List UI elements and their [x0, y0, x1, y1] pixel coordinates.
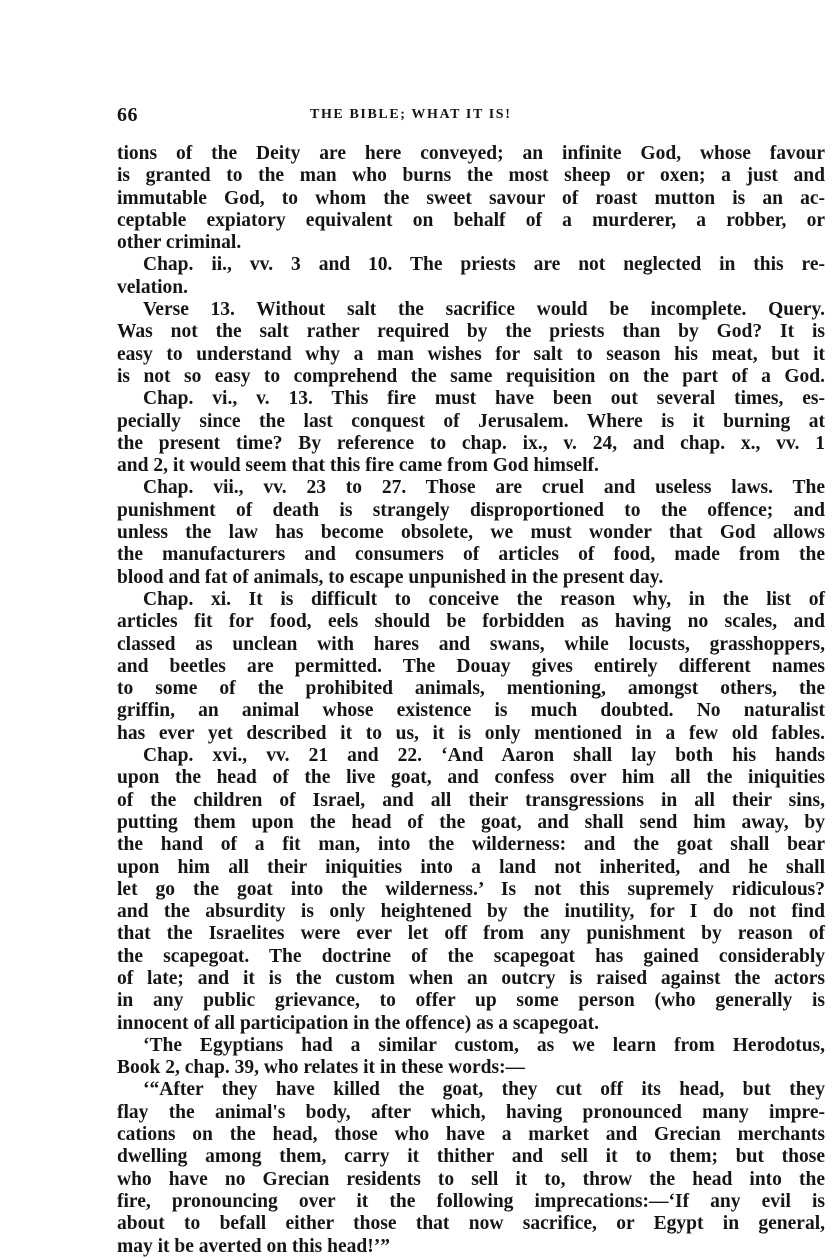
- text-line: ‘The Egyptians had a similar custom, as we learn from Herodotus,: [143, 1034, 825, 1056]
- text-line: the manufacturers and consumers of articles of food, made from the: [117, 544, 825, 566]
- text-line: dwelling among them, carry it thither and sell it to them; but those: [117, 1146, 825, 1168]
- text-line: and beetles are permitted. The Douay gives entirely different names: [117, 655, 825, 677]
- body-text: [117, 143, 825, 1258]
- text-line: Chap. vii., vv. 23 to 27. Those are cruel and useless laws. The: [143, 477, 825, 499]
- text-line: putting them upon the head of the goat, and shall send him away, by: [117, 811, 825, 833]
- text-line: classed as unclean with hares and swans, while locusts, grasshoppers,: [117, 633, 825, 655]
- text-line: fire, pronouncing over it the following imprecations:—‘If any evil is: [117, 1190, 825, 1212]
- page-number: 66: [117, 104, 138, 126]
- text-line: the present time? By reference to chap. ix., v. 24, and chap. x., vv. 1: [117, 432, 825, 454]
- text-line: may it be averted on this head!’”: [117, 1235, 390, 1257]
- text-line: Verse 13. Without salt the sacrifice would be incomplete. Query.: [143, 299, 825, 321]
- text-line: articles fit for food, eels should be forbidden as having no scales, and: [117, 611, 825, 633]
- text-line: cations on the head, those who have a market and Grecian merchants: [117, 1124, 825, 1146]
- text-line: Chap. vi., v. 13. This fire must have been out several times, es-: [143, 388, 825, 410]
- text-line: that the Israelites were ever let off from any punishment by reason of: [117, 923, 825, 945]
- text-line: Chap. xvi., vv. 21 and 22. ‘And Aaron shall lay both his hands: [143, 745, 825, 767]
- text-line: ceptable expiatory equivalent on behalf of a murderer, a robber, or: [117, 209, 825, 231]
- text-line: the scapegoat. The doctrine of the scapegoat has gained considerably: [117, 945, 825, 967]
- text-line: and the absurdity is only heightened by the inutility, for I do not find: [117, 901, 825, 923]
- text-line: blood and fat of animals, to escape unpunished in the present day.: [117, 566, 664, 588]
- text-line: Chap. xi. It is difficult to conceive the reason why, in the list of: [143, 588, 825, 610]
- text-line: the hand of a fit man, into the wilderness: and the goat shall bear: [117, 834, 825, 856]
- text-line: velation.: [117, 276, 188, 298]
- text-line: upon him all their iniquities into a land not inherited, and he shall: [117, 856, 825, 878]
- text-line: let go the goat into the wilderness.’ Is not this supremely ridiculous?: [117, 878, 825, 900]
- text-line: immutable God, to whom the sweet savour of roast mutton is an ac-: [117, 187, 825, 209]
- text-line: Book 2, chap. 39, who relates it in these words:—: [117, 1057, 526, 1079]
- text-line: and 2, it would seem that this fire came from God himself.: [117, 455, 599, 477]
- text-line: is granted to the man who burns the most sheep or oxen; a just and: [117, 165, 825, 187]
- text-line: tions of the Deity are here conveyed; an infinite God, whose favour: [117, 143, 825, 164]
- text-line: ‘“After they have killed the goat, they cut off its head, but they: [143, 1079, 825, 1101]
- text-line: pecially since the last conquest of Jerusalem. Where is it burning at: [117, 410, 825, 432]
- text-line: of late; and it is the custom when an outcry is raised against the actors: [117, 967, 825, 989]
- text-line: has ever yet described it to us, it is only mentioned in a few old fables.: [117, 722, 825, 744]
- text-line: other criminal.: [117, 232, 242, 254]
- text-line: Chap. ii., vv. 3 and 10. The priests are not neglected in this re-: [143, 254, 825, 276]
- text-line: Was not the salt rather required by the priests than by God? It is: [117, 321, 825, 343]
- text-line: in any public grievance, to offer up some person (who generally is: [117, 990, 825, 1012]
- text-line: unless the law has become obsolete, we must wonder that God allows: [117, 522, 825, 544]
- text-line: upon the head of the live goat, and confess over him all the iniquities: [117, 767, 825, 789]
- running-head: THE BIBLE; WHAT IT IS!: [310, 107, 512, 122]
- page-header: [117, 104, 825, 134]
- text-line: easy to understand why a man wishes for salt to season his meat, but it: [117, 343, 825, 365]
- text-line: is not so easy to comprehend the same requisition on the part of a God.: [117, 365, 825, 387]
- text-line: flay the animal's body, after which, having pronounced many impre-: [117, 1101, 825, 1123]
- text-line: punishment of death is strangely disproportioned to the offence; and: [117, 499, 825, 521]
- text-line: to some of the prohibited animals, mentioning, amongst others, the: [117, 678, 825, 700]
- text-line: griffin, an animal whose existence is much doubted. No naturalist: [117, 700, 825, 722]
- text-line: who have no Grecian residents to sell it to, throw the head into the: [117, 1168, 825, 1190]
- text-line: about to befall either those that now sacrifice, or Egypt in general,: [117, 1213, 825, 1235]
- text-line: of the children of Israel, and all their transgressions in all their sins,: [117, 789, 825, 811]
- text-line: innocent of all participation in the offence) as a scapegoat.: [117, 1012, 600, 1034]
